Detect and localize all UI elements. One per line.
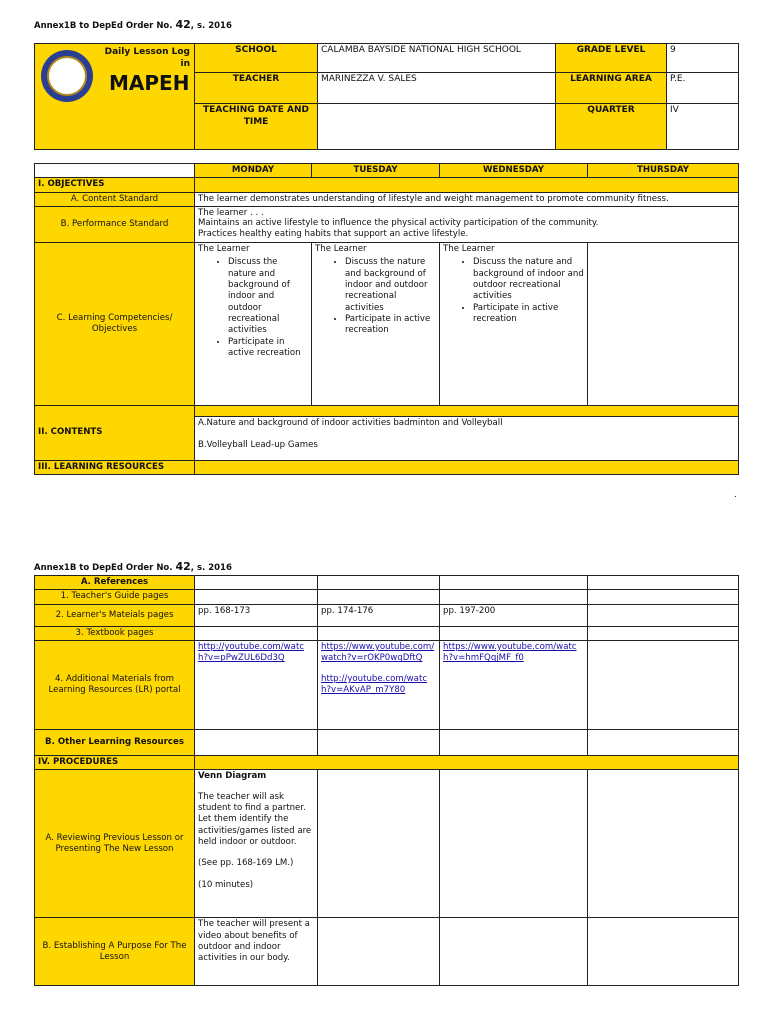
performance-line: Maintains an active lifestyle to influence the physical activity participation of the community. (198, 218, 599, 229)
objectives-title: I. OBJECTIVES (35, 178, 195, 192)
annex-line-2 (34, 560, 232, 573)
teaching-date-value (318, 104, 556, 150)
grade-level-value: 9 (667, 44, 739, 73)
venn-diagram-text: The teacher will ask student to find a partner. Let them identify the activities/games listed are held indoor or outdoor. (198, 791, 312, 848)
quarter-label: QUARTER (556, 104, 667, 150)
annex-suffix: , s. 2016 (190, 563, 232, 573)
learners-materials-label: 2. Learner's Mateials pages (35, 604, 195, 626)
annex-number: 42 (175, 560, 191, 573)
video-link[interactable]: http://youtube.com/watch?v=pPwZUL6Dd3Q (198, 642, 305, 664)
contents-text (195, 417, 739, 461)
daily-lesson-log-title (105, 46, 190, 70)
purpose-monday: The teacher will present a video about benefits of outdoor and indoor activities in our body. (195, 918, 318, 986)
day-header-wednesday: WEDNESDAY (440, 164, 588, 178)
competencies-monday (195, 243, 312, 406)
day-header-tuesday: TUESDAY (312, 164, 440, 178)
day-header-thursday: THURSDAY (588, 164, 739, 178)
competency-item: • Participate in active recreation (473, 303, 584, 326)
establishing-purpose-label: B. Establishing A Purpose For The Lesson (35, 918, 195, 986)
review-monday (195, 770, 318, 918)
annex-line-1 (34, 18, 232, 31)
corner-cell (35, 164, 195, 178)
contents-title: II. CONTENTS (35, 406, 195, 461)
learning-resources-fill (195, 461, 739, 475)
learner-heading: The Learner (315, 244, 367, 255)
dll-in: in (180, 59, 190, 70)
performance-line: The learner . . . (198, 208, 264, 219)
lesson-table-page-1 (34, 163, 739, 475)
venn-diagram-title: Venn Diagram (198, 771, 267, 782)
contents-line-b: B.Volleyball Lead-up Games (198, 440, 318, 451)
learning-area-label: LEARNING AREA (556, 73, 667, 104)
annex-suffix: , s. 2016 (190, 21, 232, 31)
competency-item: • Participate in active recreation (345, 314, 436, 337)
lm-pages-monday: pp. 168-173 (195, 604, 318, 626)
grade-level-label: GRADE LEVEL (556, 44, 667, 73)
venn-diagram-time: (10 minutes) (198, 879, 254, 890)
teachers-guide-label: 1. Teacher's Guide pages (35, 590, 195, 604)
annex-prefix: Annex1B to DepEd Order No. (34, 21, 176, 31)
header-logo-cell (35, 44, 195, 150)
competency-item: • Participate in active recreation (228, 337, 308, 360)
content-standard-text: The learner demonstrates understanding of lifestyle and weight management to promote community fitness. (195, 192, 739, 206)
content-standard-label: A. Content Standard (35, 192, 195, 206)
video-link[interactable]: https://www.youtube.com/watch?v=hmFQqjMF_f0 (443, 642, 577, 664)
lesson-table-page-2 (34, 575, 739, 986)
links-tuesday (318, 641, 440, 730)
lm-pages-tuesday: pp. 174-176 (318, 604, 440, 626)
school-value: CALAMBA BAYSIDE NATIONAL HIGH SCHOOL (318, 44, 556, 73)
page-mark: . (734, 490, 737, 500)
header-table (34, 43, 739, 150)
performance-standard-label: B. Performance Standard (35, 207, 195, 243)
lm-pages-wednesday: pp. 197-200 (440, 604, 588, 626)
teaching-date-label: TEACHING DATE AND TIME (195, 104, 318, 150)
video-link[interactable]: http://youtube.com/watch?v=AKvAP_m7Y80 (321, 673, 428, 696)
textbook-pages-label: 3. Textbook pages (35, 626, 195, 640)
performance-standard-text (195, 207, 739, 243)
learner-heading: The Learner (443, 244, 495, 255)
venn-diagram-ref: (See pp. 168-169 LM.) (198, 858, 294, 869)
quarter-value: IV (667, 104, 739, 150)
annex-prefix: Annex1B to DepEd Order No. (34, 563, 176, 573)
video-link[interactable]: https://www.youtube.com/watch?v=rOKP0wqDftQ (321, 642, 435, 664)
competencies-wednesday (440, 243, 588, 406)
annex-number: 42 (175, 18, 191, 31)
competency-item: • Discuss the nature and background of indoor and outdoor recreational activities (345, 257, 436, 314)
competency-item: • Discuss the nature and background of indoor and outdoor recreational activities (473, 257, 584, 302)
competencies-thursday (588, 243, 739, 406)
procedures-title: IV. PROCEDURES (35, 756, 195, 770)
objectives-title-fill (195, 178, 739, 192)
contents-title-fill (195, 406, 739, 417)
school-label: SCHOOL (195, 44, 318, 73)
subject-title: MAPEH (109, 71, 190, 95)
teacher-value: MARINEZZA V. SALES (318, 73, 556, 104)
learner-heading: The Learner (198, 244, 250, 255)
learning-competencies-label: C. Learning Competencies/ Objectives (35, 243, 195, 406)
contents-line-a: A.Nature and background of indoor activities badminton and Volleyball (198, 418, 503, 429)
competency-item: • Discuss the nature and background of indoor and outdoor recreational activities (228, 257, 308, 336)
links-monday (195, 641, 318, 730)
learning-resources-title: III. LEARNING RESOURCES (35, 461, 195, 475)
competencies-tuesday (312, 243, 440, 406)
dll-label: Daily Lesson Log (104, 47, 190, 57)
day-header-monday: MONDAY (195, 164, 312, 178)
teacher-label: TEACHER (195, 73, 318, 104)
other-resources-label: B. Other Learning Resources (35, 730, 195, 756)
deped-seal-icon (41, 50, 93, 102)
links-wednesday (440, 641, 588, 730)
additional-materials-label: 4. Additional Materials from Learning Resources (LR) portal (35, 641, 195, 730)
reviewing-lesson-label: A. Reviewing Previous Lesson or Presenting The New Lesson (35, 770, 195, 918)
learning-area-value: P.E. (667, 73, 739, 104)
procedures-fill (195, 756, 739, 770)
references-title: A. References (35, 576, 195, 590)
performance-line: Practices healthy eating habits that support an active lifestyle. (198, 228, 469, 239)
